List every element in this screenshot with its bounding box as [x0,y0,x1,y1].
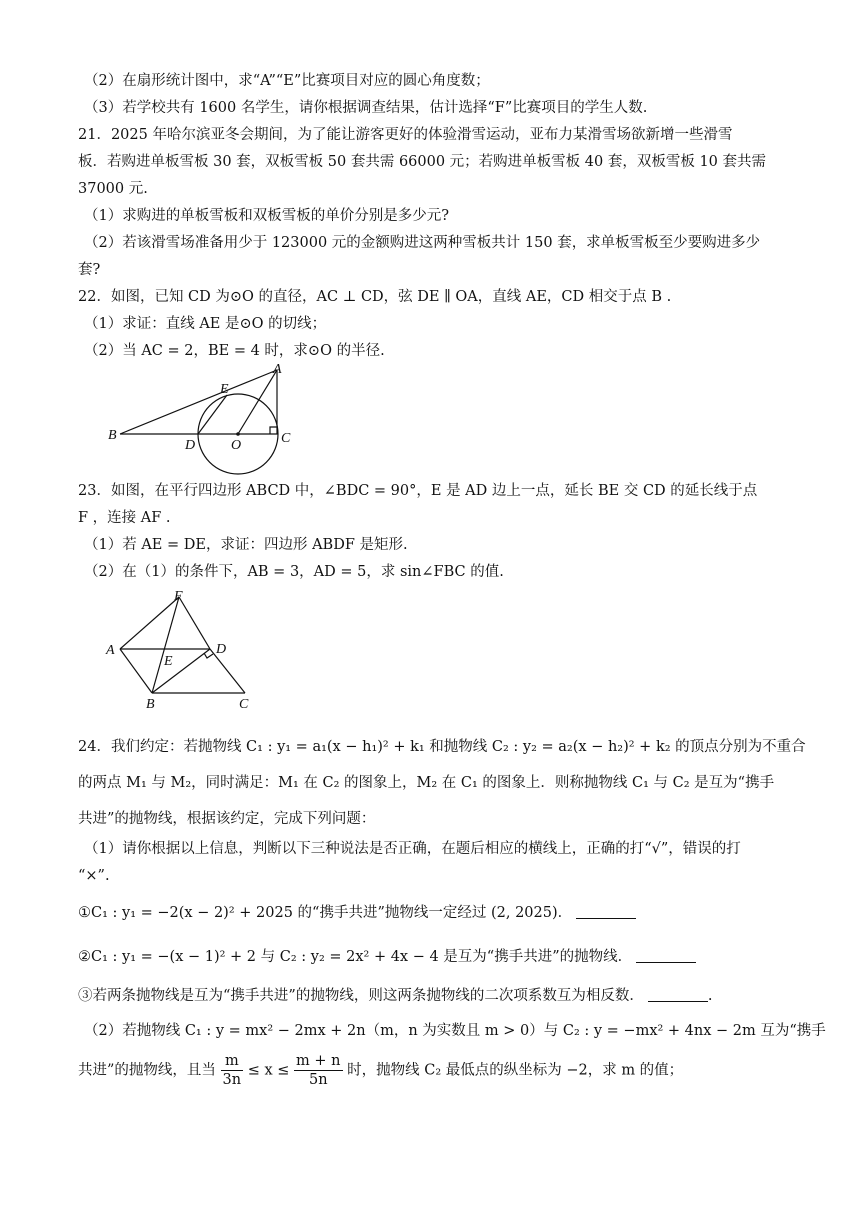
label-o: O [231,438,242,453]
label-a: A [106,643,115,658]
q23-part1: （1）若 AE = DE，求证：四边形 ABDF 是矩形. [84,537,408,553]
q24-stem-line3: 共进”的抛物线，根据该约定，完成下列问题： [78,811,376,827]
q23-figure [100,585,270,715]
part2-pre: 共进”的抛物线，且当 [78,1062,216,1079]
statement1-text: ①C₁ : y₁ = −2(x − 2)² + 2025 的“携手共进”抛物线一定经过 (2, 2025)． [78,905,573,921]
label-d: D [216,642,227,657]
q21-stem-line2: 板．若购进单板雪板 30 套，双板雪板 50 套共需 66000 元；若购进单板雪板 40 套，双板雪板 10 套共需 [78,154,767,170]
q20-part3: （3）若学校共有 1600 名学生，请你根据调查结果，估计选择“F”比赛项目的学生人数. [84,100,648,116]
q24-statement3 [78,985,712,1007]
q24-statement2 [78,946,696,968]
answer-blank-2[interactable] [636,948,696,963]
right-angle-d [204,653,213,658]
q22-stem: 22．如图，已知 CD 为⊙O 的直径，AC ⊥ CD，弦 DE ∥ OA，直线 AE，CD 相交于点 B . [78,289,672,305]
answer-blank-3[interactable] [648,987,708,1002]
label-c: C [281,431,291,446]
q24-stem-line1: 24．我们约定：若抛物线 C₁ : y₁ = a₁(x − h₁)² + k₁ 和抛物线 C₂ : y₂ = a₂(x − h₂)² + k₂ 的顶点分别为不重合 [78,739,806,755]
label-d: D [185,438,196,453]
q22-part1: （1）求证：直线 AE 是⊙O 的切线； [84,316,327,332]
fraction2-denominator: 5n [308,1072,328,1088]
q23-stem-line1: 23．如图，在平行四边形 ABCD 中，∠BDC = 90°，E 是 AD 边上一点，延长 BE 交 CD 的延长线于点 [78,483,758,499]
label-c: C [239,697,249,712]
q23-stem-line2: F ，连接 AF . [78,510,171,526]
line-af [120,597,179,649]
answer-blank-1[interactable] [576,904,636,919]
line-bd [152,649,210,693]
statement3-end: . [707,988,713,1004]
q22-figure [100,360,300,475]
statement3-text: ③若两条抛物线是互为“携手共进”的抛物线，则这两条抛物线的二次项系数互为相反数． [78,988,644,1004]
line-ab [120,649,152,693]
line-oa [238,370,277,434]
part2-inequality: ≤ x ≤ [247,1062,290,1079]
fraction-m-over-3n [221,1052,244,1089]
label-b: B [108,428,117,443]
q22-part2: （2）当 AC = 2，BE = 4 时，求⊙O 的半径. [84,343,385,359]
q23-shapes [120,597,245,693]
line-ab [120,370,277,434]
q21-stem-line1: 21．2025 年哈尔滨亚冬会期间，为了能让游客更好的体验滑雪运动，亚布力某滑雪场欲新增一些滑雪 [78,127,733,143]
label-e: E [220,382,229,397]
part2-post: 时，抛物线 C₂ 最低点的纵坐标为 −2，求 m 的值； [347,1062,684,1079]
q23-part2: （2）在（1）的条件下，AB = 3，AD = 5，求 sin∠FBC 的值. [84,564,504,580]
statement2-text: ②C₁ : y₁ = −(x − 1)² + 2 与 C₂ : y₂ = 2x² + 4x − 4 是互为“携手共进”的抛物线． [78,949,633,965]
q24-part1-line1: （1）请你根据以上信息，判断以下三种说法是否正确，在题后相应的横线上，正确的打“√”，错误的打 [84,841,741,857]
fraction-m-plus-n-over-5n [294,1052,342,1089]
q21-part2-line2: 套? [78,262,101,278]
fraction1-numerator: m [221,1052,244,1071]
fraction2-numerator: m + n [296,1053,341,1069]
line-fd [179,597,210,649]
q20-part2: （2）在扇形统计图中，求“A”“E”比赛项目对应的圆心角度数； [84,73,490,89]
right-angle-c [270,427,277,434]
q24-part2-line1: （2）若抛物线 C₁ : y = mx² − 2mx + 2n（m，n 为实数且 m > 0）与 C₂ : y = −mx² + 4nx − 2m 互为“携手 [84,1023,826,1039]
q24-part1-line2: “×”. [78,868,110,884]
q21-part2-line1: （2）若该滑雪场准备用少于 123000 元的金额购进这两种雪板共计 150 套，求单板雪板至少要购进多少 [84,235,761,251]
center-dot-o [236,432,240,436]
label-a: A [273,362,282,377]
line-bf [152,597,179,693]
fraction1-denominator: 3n [222,1072,242,1088]
label-b: B [146,697,155,712]
label-e: E [164,654,173,669]
q21-stem-line3: 37000 元. [78,181,148,197]
q24-stem-line2: 的两点 M₁ 与 M₂，同时满足：M₁ 在 C₂ 的图象上，M₂ 在 C₁ 的图象上．则称抛物线 C₁ 与 C₂ 是互为“携手 [78,775,775,791]
q24-part2-line2 [78,1052,683,1089]
label-f: F [174,589,183,604]
q24-statement1 [78,902,636,924]
q22-shapes [120,370,278,474]
q21-part1: （1）求购进的单板雪板和双板雪板的单价分别是多少元? [84,208,449,224]
